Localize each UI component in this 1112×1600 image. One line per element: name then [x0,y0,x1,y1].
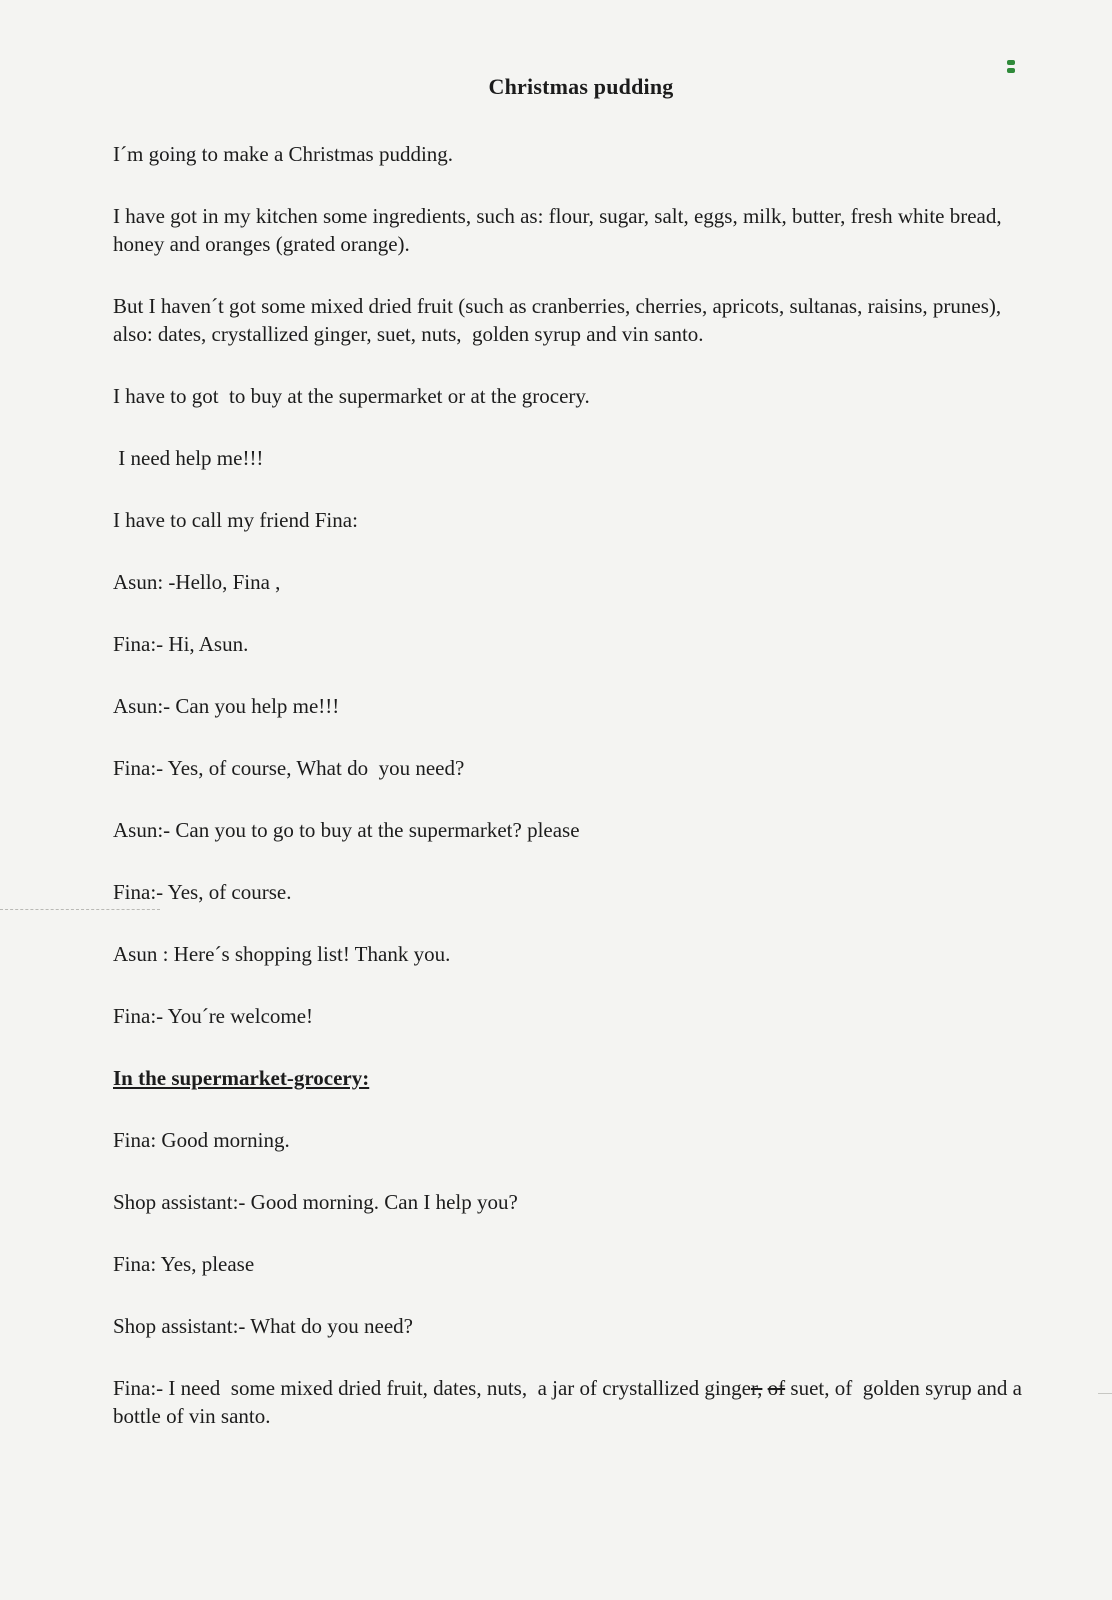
paragraph: But I haven´t got some mixed dried fruit (such as cranberries, cherries, apricots, sultanas, raisins, prunes), also: dates, crystallized ginger, suet, nuts, golden syrup and vin santo. [113,294,1007,346]
paragraph: I have to call my friend Fina: [113,508,358,532]
dialogue-line: Asun: -Hello, Fina , [113,570,281,594]
dialogue-line: Fina: Yes, please [113,1252,255,1276]
page-title: Christmas pudding [488,74,674,99]
document-body [113,140,1043,1464]
final-line-text: Fina:- I need some mixed dried fruit, dates, nuts, a jar of crystallized ginge [113,1376,751,1400]
paragraph: I have got in my kitchen some ingredients, such as: flour, sugar, salt, eggs, milk, butter, fresh white bread, honey and oranges (grated orange). [113,204,1007,256]
paragraph: I have to got to buy at the supermarket or at the grocery. [113,384,590,408]
dialogue-line: Fina:- Yes, of course, What do you need? [113,756,465,780]
struck-text: of [767,1376,786,1400]
struck-text: r, [750,1376,763,1400]
paragraph: I need help me!!! [113,446,264,470]
paragraph: I´m going to make a Christmas pudding. [113,142,454,166]
section-heading: In the supermarket-grocery: [113,1066,370,1090]
final-line-text: suet, of golden syrup and a bottle of vin santo. [113,1376,1028,1428]
dialogue-line: Shop assistant:- What do you need? [113,1314,413,1338]
final-dialogue-line [113,1374,1043,1430]
dialogue-line: Asun:- Can you help me!!! [113,694,340,718]
dialogue-line: Asun:- Can you to go to buy at the supermarket? please [113,818,580,842]
dialogue-line: Fina: Good morning. [113,1128,290,1152]
dialogue-line: Shop assistant:- Good morning. Can I help you? [113,1190,518,1214]
dialogue-line: Fina:- Hi, Asun. [113,632,249,656]
dialogue-line: Asun : Here´s shopping list! Thank you. [113,942,451,966]
dialogue-line: Fina:- Yes, of course. [113,880,292,904]
scan-artifact [0,909,160,910]
dialogue-line: Fina:- You´re welcome! [113,1004,314,1028]
scan-artifact [1098,1393,1112,1394]
